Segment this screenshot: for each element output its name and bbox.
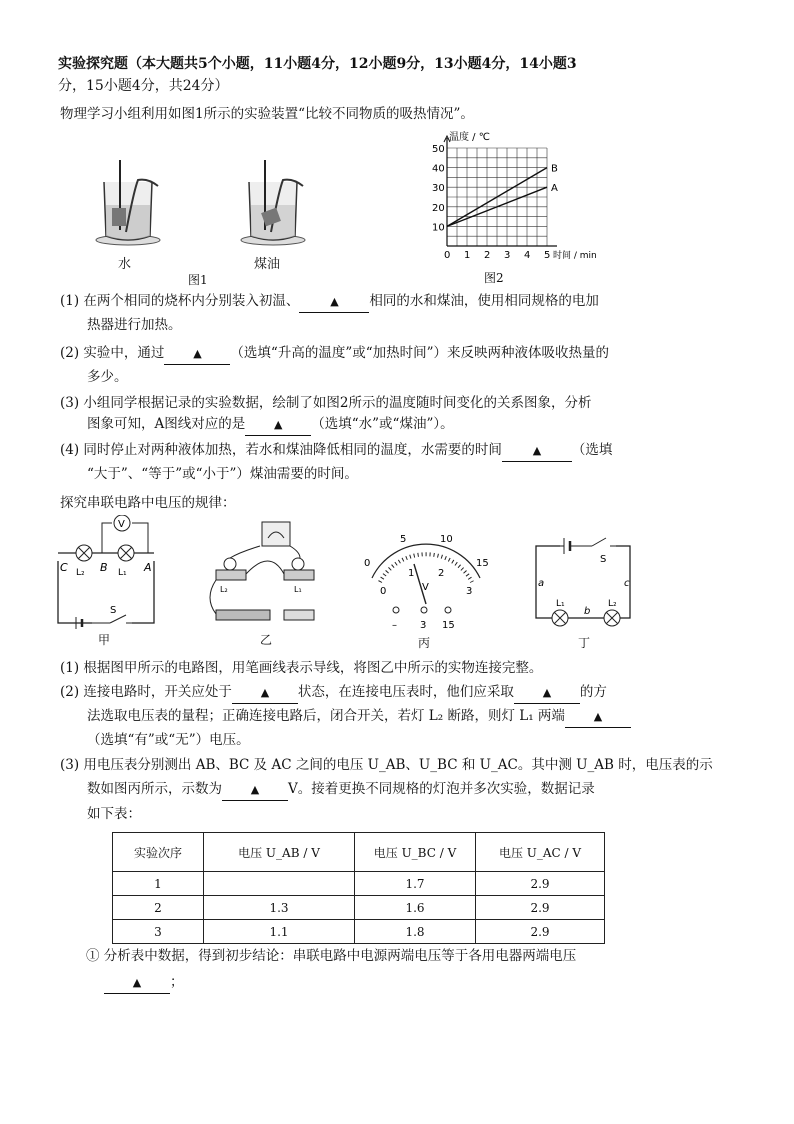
q12-conclusion: ① 分析表中数据，得到初步结论：串联电路中电源两端电压等于各用电器两端电压 [86, 948, 577, 964]
table-header-cell: 电压 U_BC / V [355, 833, 476, 872]
section-header-line1: 实验探究题（本大题共5个小题，11小题4分，12小题9分，13小题4分，14小题3 [58, 56, 577, 72]
q12-part3-line2: 数如图丙所示，示数为 ▲ V。接着更换不同规格的灯泡并多次实验，数据记录 [87, 779, 595, 801]
y-tick-label: 30 [432, 183, 445, 195]
svg-text:0: 0 [364, 558, 371, 569]
circuit-jia-diagram [52, 515, 162, 630]
svg-text:c: c [624, 578, 630, 589]
q11-part4: (4) 同时停止对两种液体加热，若水和煤油降低相同的温度，水需要的时间 ▲ （选填 [60, 440, 612, 462]
section-header-cont: 分，15小题4分，共24分） [58, 78, 229, 94]
svg-text:3: 3 [420, 620, 427, 631]
table-cell: 2.9 [476, 896, 605, 920]
svg-text:B: B [100, 561, 108, 574]
table-cell [204, 872, 355, 896]
svg-text:5: 5 [400, 534, 407, 545]
table-cell: 1.6 [355, 896, 476, 920]
svg-text:15: 15 [442, 620, 455, 631]
jia-v-label: V [118, 519, 125, 530]
q11-intro: 物理学习小组利用如图1所示的实验装置“比较不同物质的吸热情况”。 [60, 106, 474, 122]
x-tick-label: 4 [524, 250, 531, 261]
kerosene-label: 煤油 [254, 257, 281, 272]
water-label: 水 [118, 257, 132, 272]
table-header-cell: 电压 U_AB / V [204, 833, 355, 872]
q11-part2-cont: 多少。 [87, 369, 128, 385]
q11-part1-cont: 热器进行加热。 [87, 317, 182, 333]
figure-1-caption: 图1 [188, 273, 208, 287]
svg-text:L₂: L₂ [608, 599, 617, 609]
series-label-B: B [551, 163, 558, 175]
table-cell: 1 [113, 872, 204, 896]
table-cell: 1.3 [204, 896, 355, 920]
svg-text:a: a [538, 578, 545, 589]
figure-bing-caption: 丙 [418, 636, 431, 650]
table-cell: 1.1 [204, 920, 355, 944]
x-axis-label: 时间 / min [553, 251, 597, 261]
x-tick-label: 3 [504, 250, 511, 261]
svg-text:L₁: L₁ [118, 568, 127, 578]
q12-part3-line3: 如下表： [87, 806, 141, 822]
x-tick-label: 5 [544, 250, 551, 261]
x-tick-label: 1 [464, 250, 471, 261]
svg-text:1: 1 [408, 568, 415, 579]
svg-text:2: 2 [438, 568, 445, 579]
svg-text:S: S [110, 605, 117, 616]
table-cell: 2 [113, 896, 204, 920]
water-beaker-icon [96, 160, 160, 245]
y-tick-label: 40 [432, 163, 445, 175]
table-row [113, 896, 605, 920]
table-row [113, 872, 605, 896]
y-tick-label: 10 [432, 222, 445, 234]
svg-text:10: 10 [440, 534, 453, 545]
svg-text:L₁: L₁ [294, 585, 302, 594]
figure-jia-caption: 甲 [98, 633, 111, 647]
voltage-data-table [112, 832, 605, 944]
q12-part2-cont: 法选取电压表的量程；正确连接电路后，闭合开关，若灯 L₂ 断路，则灯 L₁ 两端 ▲ [87, 706, 631, 728]
svg-text:3: 3 [466, 586, 473, 597]
figure-2-chart [420, 130, 620, 268]
circuit-ding-diagram [530, 528, 640, 632]
q12-part1: (1) 根据图甲所示的电路图，用笔画线表示导线，将图乙中所示的实物连接完整。 [60, 660, 543, 676]
q11-part4-cont: “大于”、“等于”或“小于”）煤油需要的时间。 [87, 466, 358, 482]
svg-text:V: V [422, 582, 429, 593]
y-tick-label: 50 [432, 144, 445, 155]
svg-text:b: b [584, 606, 591, 617]
figure-yi-caption: 乙 [260, 633, 273, 647]
q12-intro: 探究串联电路中电压的规律： [60, 495, 236, 511]
svg-text:C: C [60, 561, 68, 574]
svg-text:15: 15 [476, 558, 489, 569]
table-cell: 1.7 [355, 872, 476, 896]
table-cell: 3 [113, 920, 204, 944]
table-header-cell: 电压 U_AC / V [476, 833, 605, 872]
q12-part3: (3) 用电压表分别测出 AB、BC 及 AC 之间的电压 U_AB、U_BC 和 U_AC。其中测 U_AB 时，电压表的示 [60, 757, 713, 773]
table-header-cell: 实验次序 [113, 833, 204, 872]
y-axis-label: 温度 / ℃ [449, 132, 490, 143]
q11-part3-cont: 图象可知，A图线对应的是 ▲ （选填“水”或“煤油”）。 [87, 414, 454, 436]
table-header-row [113, 833, 605, 872]
table-cell: 2.9 [476, 872, 605, 896]
table-row [113, 920, 605, 944]
q12-part2: (2) 连接电路时，开关应处于 ▲ 状态，在连接电压表时，他们应采取 ▲ 的方 [60, 682, 607, 704]
q12-part2-cont2: （选填“有”或“无”）电压。 [87, 732, 250, 748]
figure-2-caption: 图2 [484, 271, 504, 285]
table-cell: 1.8 [355, 920, 476, 944]
q11-part3: (3) 小组同学根据记录的实验数据，绘制了如图2所示的温度随时间变化的关系图象，分析 [60, 395, 592, 411]
circuit-yi-apparatus [200, 518, 335, 628]
x-tick-label: 2 [484, 250, 491, 261]
figure-ding-caption: 丁 [578, 636, 591, 650]
q12-conclusion-cont: ▲ ； [104, 972, 184, 994]
kerosene-beaker-icon [241, 160, 305, 245]
table-cell: 2.9 [476, 920, 605, 944]
svg-text:S: S [600, 554, 607, 565]
svg-text:L₂: L₂ [76, 568, 85, 578]
q11-part1: (1) 在两个相同的烧杯内分别装入初温、 ▲ 相同的水和煤油，使用相同规格的电加 [60, 291, 599, 313]
q11-part2: (2) 实验中，通过 ▲ （选填“升高的温度”或“加热时间”）来反映两种液体吸收热量的 [60, 343, 609, 365]
voltmeter-bing [358, 528, 493, 633]
svg-text:L₂: L₂ [220, 585, 228, 594]
svg-text:L₁: L₁ [556, 599, 565, 609]
svg-text:A: A [144, 561, 152, 574]
section-header [58, 54, 577, 74]
y-tick-label: 20 [432, 202, 445, 214]
svg-text:0: 0 [380, 586, 387, 597]
series-label-A: A [551, 183, 558, 195]
x-tick-label: 0 [444, 250, 451, 261]
svg-text:–: – [392, 620, 397, 631]
